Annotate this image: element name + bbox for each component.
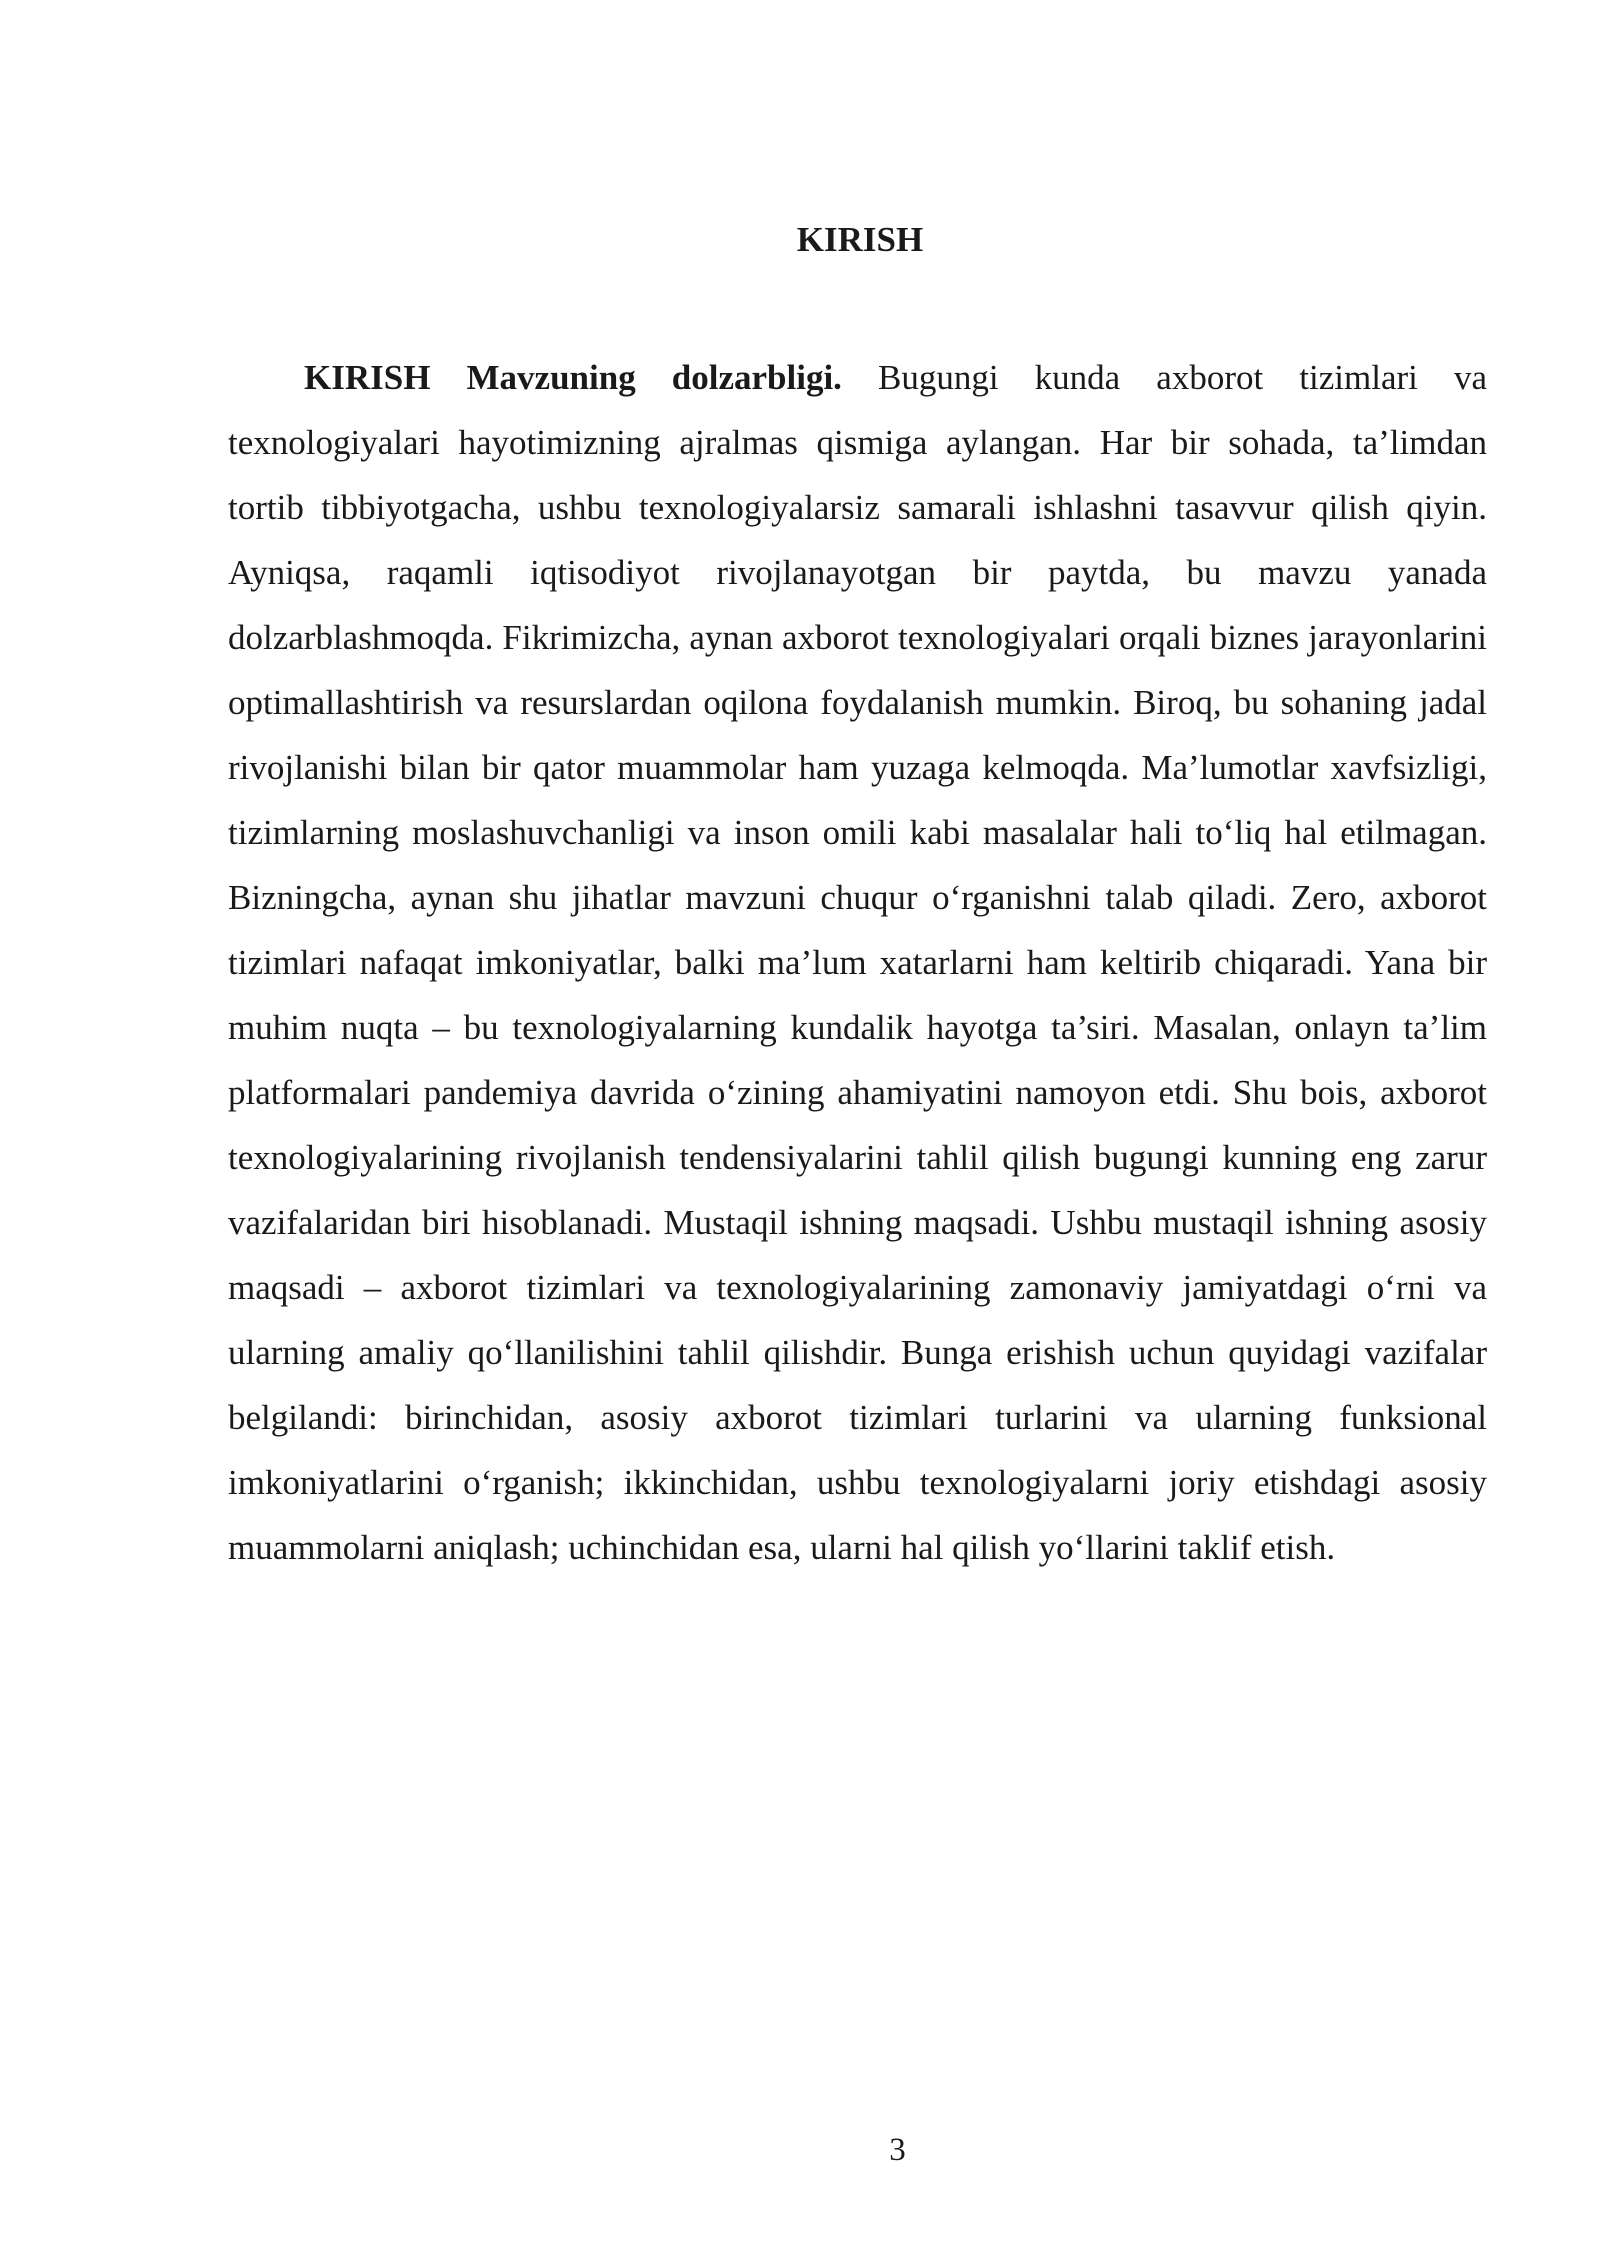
paragraph-lead-bold: KIRISH Mavzuning dolzarbligi. (304, 358, 842, 397)
page-number: 3 (889, 2132, 906, 2168)
paragraph-text: Bugungi kunda axborot tizimlari va texnologiyalari hayotimizning ajralmas qismiga aylangan. Har bir sohada, ta’limdan tortib tibbiyotgacha, ushbu texnologiyalarsiz samarali ishlashni tasavvur qilish qiyin. Ayniqsa, raqamli iqtisodiyot rivojlanayotgan bir paytda, bu mavzu yanada dolzarblashmoqda. Fikrimizcha, aynan axborot texnologiyalari orqali biznes jarayonlarini optimallashtirish va resurslardan oqilona foydalanish mumkin. Biroq, bu sohaning jadal rivojlanishi bilan bir qator muammolar ham yuzaga kelmoqda. Ma’lumotlar xavfsizligi, tizimlarning moslashuvchanligi va inson omili kabi masalalar hali to‘liq hal etilmagan. Bizningcha, aynan shu jihatlar mavzuni chuqur o‘rganishni talab qiladi. Zero, axborot tizimlari nafaqat imkoniyatlar, balki ma’lum xatarlarni ham keltirib chiqaradi. Yana bir muhim nuqta – bu texnologiyalarning kundalik hayotga ta’siri. Masalan, onlayn ta’lim platformalari pandemiya davrida o‘zining ahamiyatini namoyon etdi. Shu bois, axborot texnologiyalarining rivojlanish tendensiyalarini tahlil qilish bugungi kunning eng zarur vazifalaridan biri hisoblanadi. Mustaqil ishning maqsadi. Ushbu mustaqil ishning asosiy maqsadi – axborot tizimlari va texnologiyalarining zamonaviy jamiyatdagi o‘rni va ularning amaliy qo‘llanilishini tahlil qilishdir. Bunga erishish uchun quyidagi vazifalar belgilandi: birinchidan, asosiy axborot tizimlari turlarini va ularning funksional imkoniyatlarini o‘rganish; ikkinchidan, ushbu texnologiyalarni joriy etishdagi asosiy muammolarni aniqlash; uchinchidan esa, ularni hal qilish yo‘llarini taklif etish. (228, 358, 1487, 1567)
section-heading: KIRISH (796, 220, 924, 259)
body-paragraph (228, 345, 1487, 1580)
